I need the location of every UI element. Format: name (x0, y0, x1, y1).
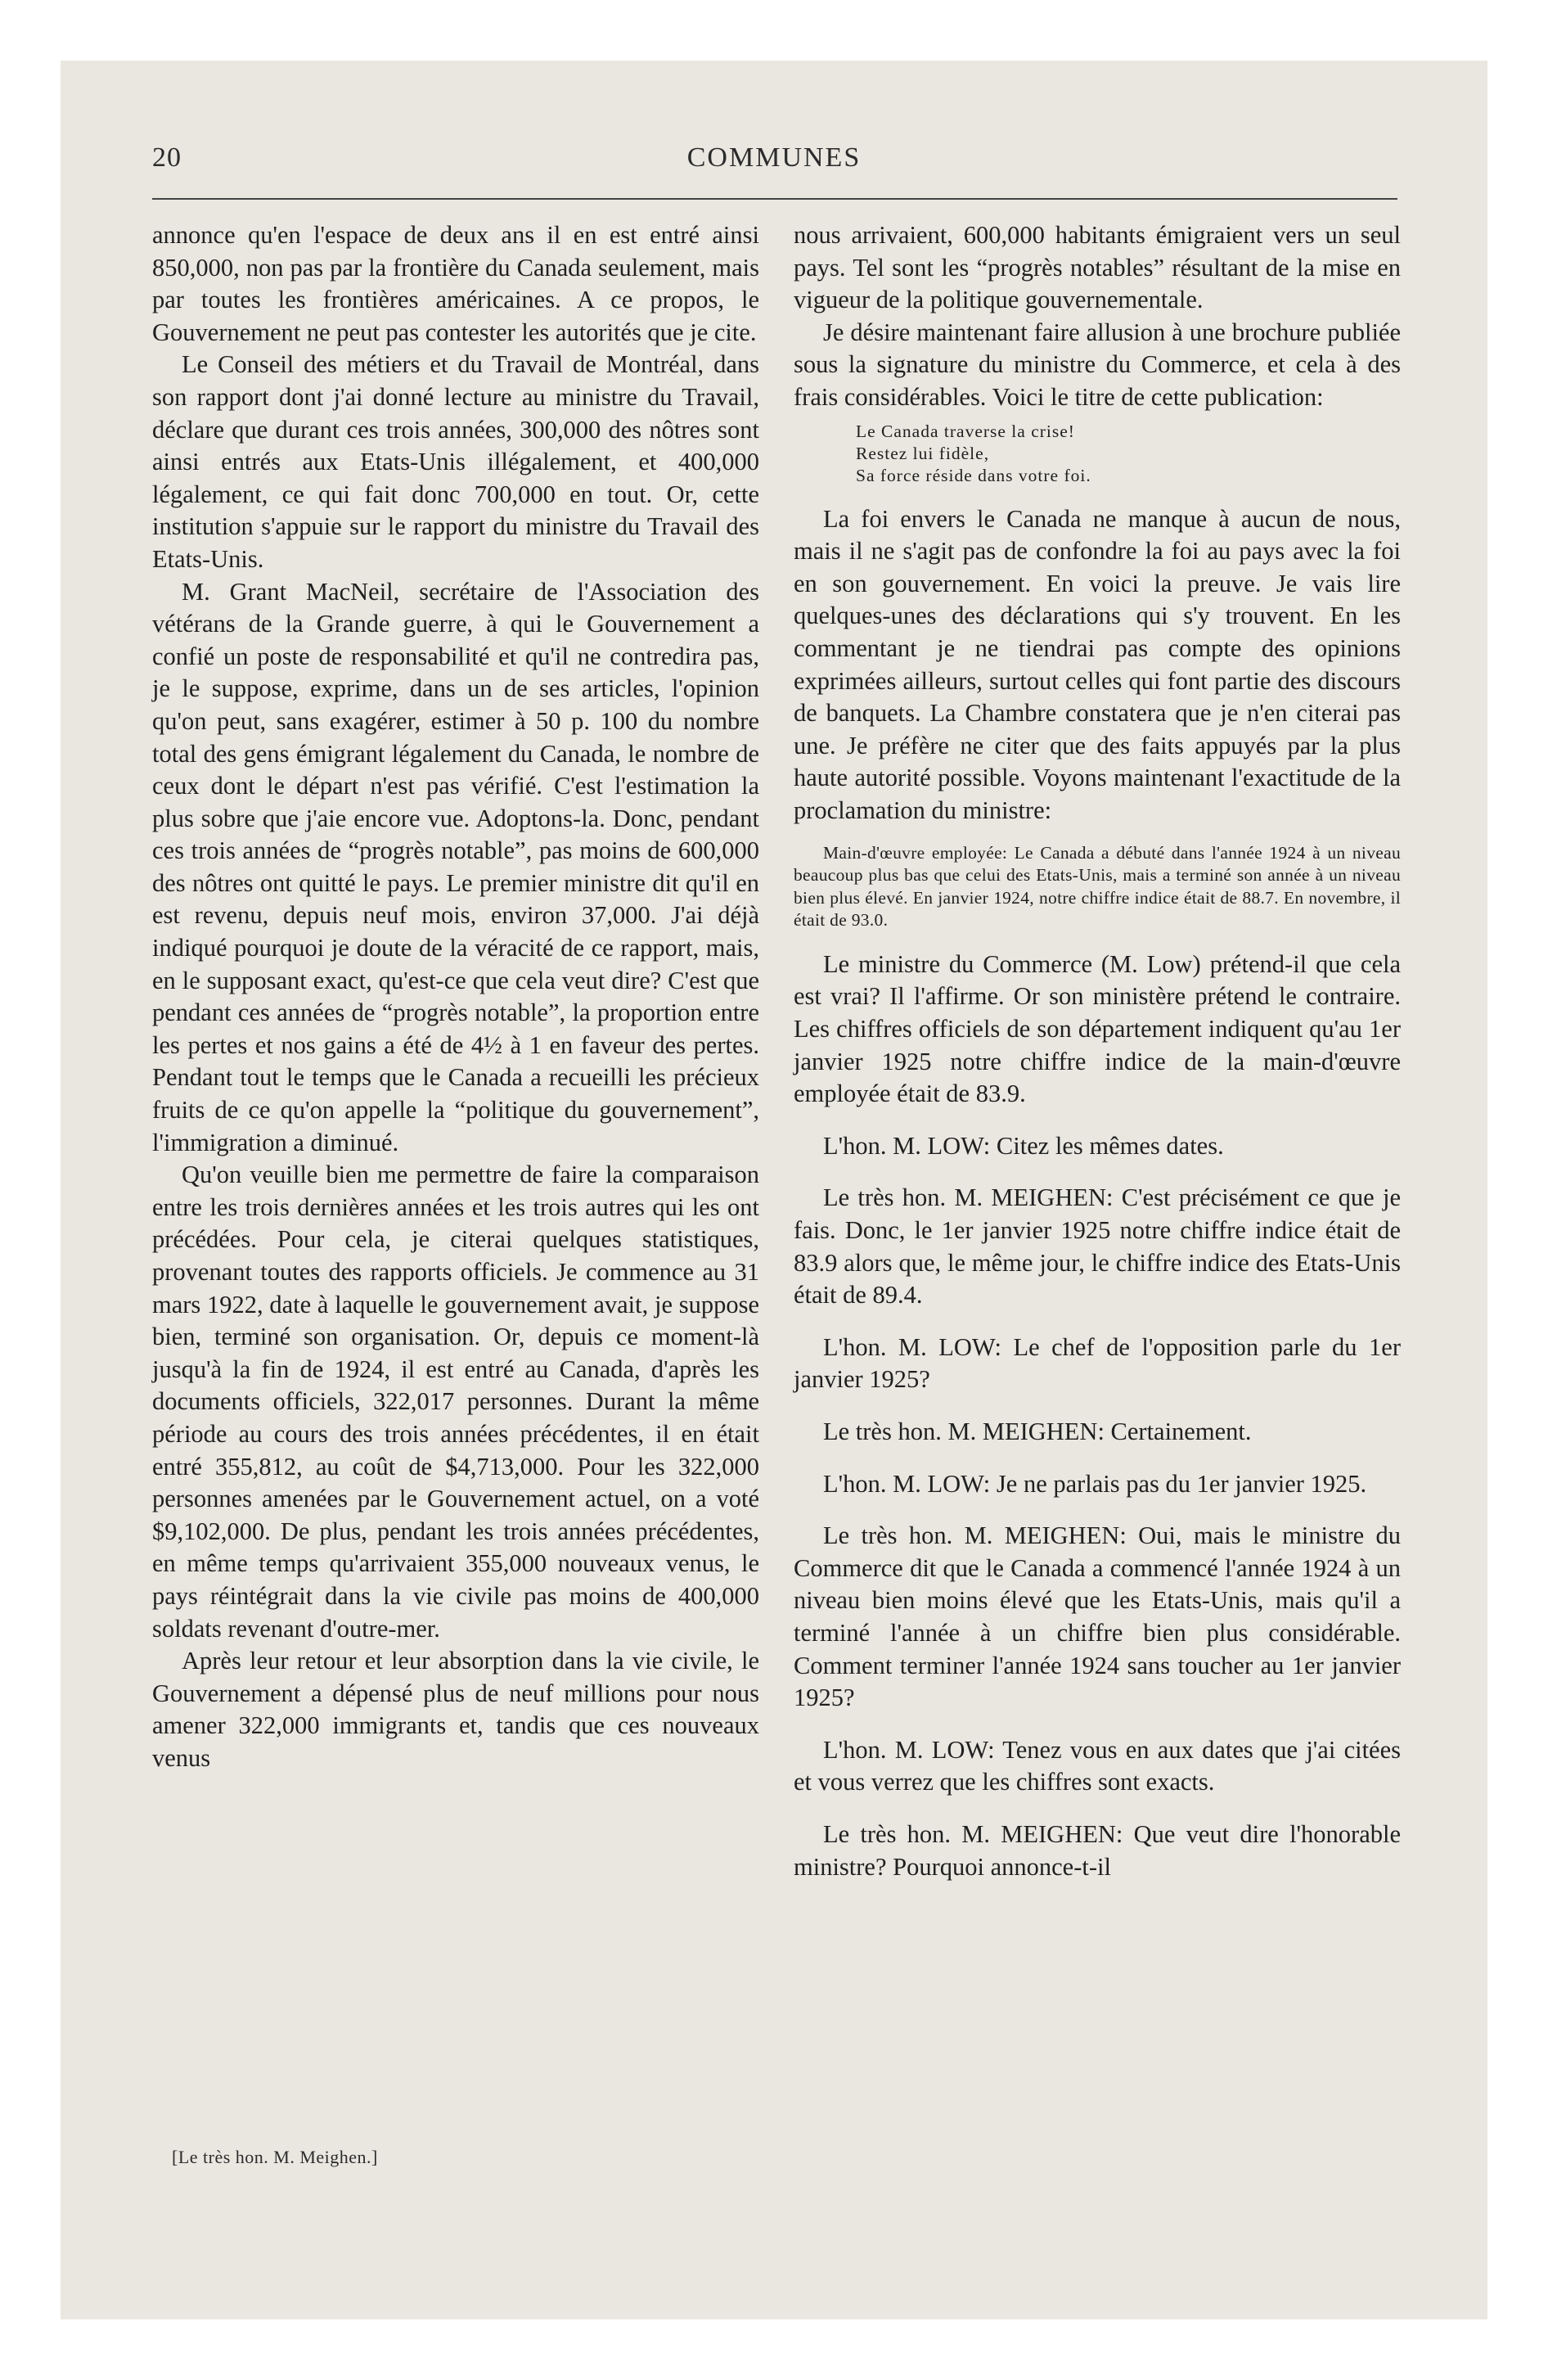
paragraph: Le Conseil des métiers et du Travail de Montréal, dans son rapport dont j'ai donné lecture au ministre du Travail, déclare que durant ces trois années, 300,000 des nôtres sont ainsi entrés aux Etats-Unis illégalement, et 400,000 légalement, ce qui fait donc 700,000 en tout. Or, cette institution s'appuie sur le rapport du ministre du Travail des Etats-Unis. (152, 350, 759, 573)
speaker-turn: L'hon. M. LOW: Tenez vous en aux dates que j'ai citées et vous verrez que les chiffres sont exacts. (794, 1735, 1401, 1796)
paragraph: annonce qu'en l'espace de deux ans il en est entré ainsi 850,000, non pas par la frontière du Canada seulement, mais par toutes les frontières américaines. A ce propos, le Gouvernement ne peut pas contester les autorités que je cite. (152, 221, 759, 346)
paragraph: M. Grant MacNeil, secrétaire de l'Association des vétérans de la Grande guerre, à qui le Gouvernement a confié un poste de responsabilité et qu'il ne contredira pas, je le suppose, exprime, dans un de ses articles, l'opinion qu'on peut, sans exagérer, estimer à 50 p. 100 du nombre total des gens émigrant légalement du Canada, le nombre de ceux dont le départ n'est pas vérifié. C'est l'estimation la plus sobre que j'aie encore vue. Adoptons-la. Donc, pendant ces trois années de “progrès notable”, pas moins de 600,000 des nôtres ont quitté le pays. Le premier ministre dit qu'il en est revenu, depuis neuf mois, environ 37,000. J'ai déjà indiqué pourquoi je doute de la véracité de ce rapport, mais, en le supposant exact, qu'est-ce que cela veut dire? C'est que pendant ces années de “progrès notable”, la proportion entre les pertes et nos gains a été de 4½ à 1 en faveur des pertes. Pendant tout le temps que le Canada a recueilli les précieux fruits de ce qu'on appelle la “politique du gouvernement”, l'immigration a diminué. (152, 577, 759, 1156)
running-head: COMMUNES (686, 142, 862, 173)
paragraph: Le ministre du Commerce (M. Low) prétend-il que cela est vrai? Il l'affirme. Or son ministère prétend le contraire. Les chiffres officiels de son département indiquent qu'au 1er janvier 1925 notre chiffre indice de la main-d'œuvre employée était de 83.9. (794, 949, 1401, 1108)
page-number: 20 (152, 142, 182, 173)
paragraph: Je désire maintenant faire allusion à une brochure publiée sous la signature du ministre du Commerce, et cela à des frais considérables. Voici le titre de cette publication: (794, 318, 1401, 411)
speaker-footer-note: [Le très hon. M. Meighen.] (172, 2147, 378, 2167)
paragraph: Qu'on veuille bien me permettre de faire la comparaison entre les trois dernières années et les trois autres qui les ont précédées. Pour cela, je citerai quelques statistiques, provenant toutes des rapports officiels. Je commence au 31 mars 1922, date à laquelle le gouvernement avait, je suppose bien, terminé son organisation. Or, depuis ce moment-là jusqu'à la fin de 1924, il est entré au Canada, d'après les documents officiels, 322,017 personnes. Durant la même période au cours des trois années précédentes, il en était entré 355,812, au coût de $4,713,000. Pour les 322,000 personnes amenées par le Gouvernement actuel, on a voté $9,102,000. De plus, pendant les trois années précédentes, en même temps qu'arrivaient 355,000 nouveaux venus, le pays réintégrait dans la vie civile pas moins de 400,000 soldats revenant d'outre-mer. (152, 1161, 759, 1643)
speaker-turn: L'hon. M. LOW: Le chef de l'opposition parle du 1er janvier 1925? (794, 1332, 1401, 1394)
speaker-turn: L'hon. M. LOW: Citez les mêmes dates. (823, 1131, 1224, 1160)
publication-title (856, 421, 1401, 487)
speaker-turn: Le très hon. M. MEIGHEN: C'est précisément ce que je fais. Donc, le 1er janvier 1925 notre chiffre indice était de 83.9 alors que, le même jour, le chiffre indice des Etats-Unis était de 89.4. (794, 1183, 1401, 1309)
paragraph: La foi envers le Canada ne manque à aucun de nous, mais il ne s'agit pas de confondre la foi au pays avec la foi en son gouvernement. En voici la preuve. Je vais lire quelques-unes des déclarations qui s'y trouvent. En les commentant je ne tiendrai pas compte des opinions exprimées ailleurs, surtout celles qui font partie des discours de banquets. La Chambre constatera que je n'en citerai pas une. Je préfère ne citer que des faits appuyés par la plus haute autorité possible. Voyons maintenant l'exactitude de la proclamation du ministre: (794, 504, 1401, 824)
speaker-turn: Le très hon. M. MEIGHEN: Que veut dire l'honorable ministre? Pourquoi annonce-t-il (794, 1819, 1401, 1881)
right-column (794, 219, 1401, 1883)
left-column (152, 219, 759, 1775)
page-header (152, 137, 1396, 187)
block-quote: Main-d'œuvre employée: Le Canada a débuté dans l'année 1924 à un niveau beaucoup plus bas que celui des Etats-Unis, mais a terminé son année à un niveau bien plus élevé. En janvier 1924, notre chiffre indice était de 88.7. En novembre, il était de 93.0. (794, 842, 1401, 931)
poem-line: Sa force réside dans votre foi. (856, 465, 1091, 485)
poem-line: Restez lui fidèle, (856, 443, 990, 463)
paragraph: nous arrivaient, 600,000 habitants émigraient vers un seul pays. Tel sont les “progrès notables” résultant de la mise en vigueur de la politique gouvernementale. (794, 221, 1401, 314)
poem-line: Le Canada traverse la crise! (856, 421, 1075, 441)
paragraph: Après leur retour et leur absorption dans la vie civile, le Gouvernement a dépensé plus de neuf millions pour nous amener 322,000 immigrants et, tandis que ces nouveaux venus (152, 1647, 759, 1772)
speaker-turn: Le très hon. M. MEIGHEN: Oui, mais le ministre du Commerce dit que le Canada a commencé l'année 1924 à un niveau bien moins élevé que les Etats-Unis, mais qu'il a terminé l'année à un chiffre bien plus considérable. Comment terminer l'année 1924 sans toucher au 1er janvier 1925? (794, 1521, 1401, 1712)
header-rule (152, 198, 1397, 200)
speaker-turn: L'hon. M. LOW: Je ne parlais pas du 1er janvier 1925. (823, 1469, 1367, 1498)
speaker-turn: Le très hon. M. MEIGHEN: Certainement. (823, 1418, 1252, 1445)
